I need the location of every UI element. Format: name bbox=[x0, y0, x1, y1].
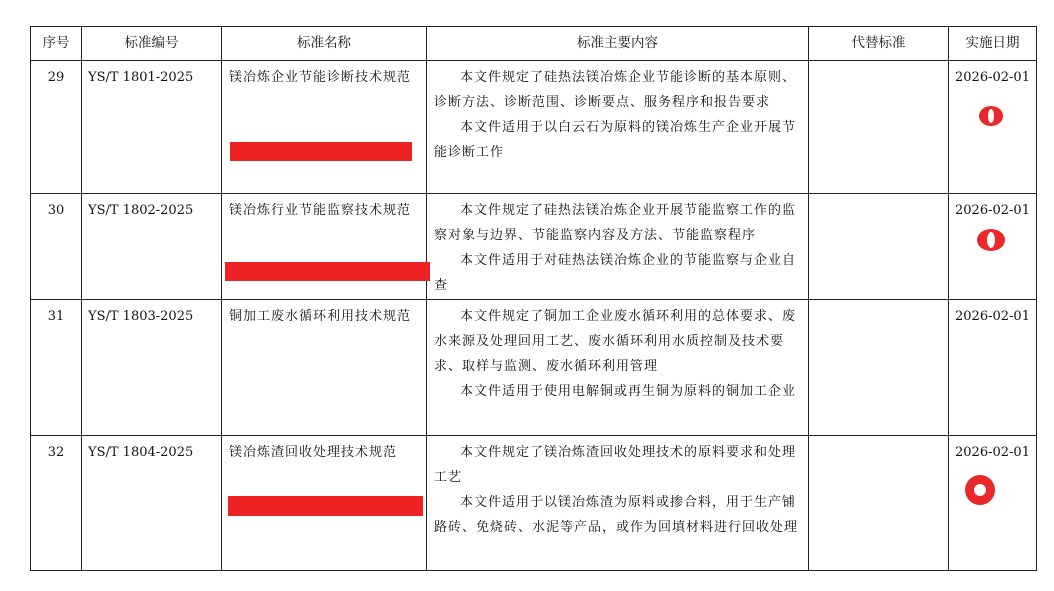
row-seq: 32 bbox=[31, 436, 82, 571]
red-ring-icon bbox=[977, 104, 1005, 128]
row-code: YS/T 1803-2025 bbox=[82, 300, 222, 436]
content-paragraph: 本文件适用于以镁冶炼渣为原料或掺合料，用于生产铺路砖、免烧砖、水泥等产品，或作为回填材料进行回收处理 bbox=[434, 495, 799, 535]
row-name: 镁冶炼渣回收处理技术规范 bbox=[222, 436, 427, 571]
content-paragraph: 本文件规定了铜加工企业废水循环利用的总体要求、废水来源及处理回用工艺、废水循环利用水质控制及技术要求、取样与监测、废水循环利用管理 bbox=[434, 309, 797, 374]
header-seq: 序号 bbox=[31, 27, 82, 61]
content-paragraph: 本文件适用于使用电解铜或再生铜为原料的铜加工企业 bbox=[460, 384, 797, 399]
table-row bbox=[31, 300, 1037, 436]
row-seq: 29 bbox=[31, 61, 82, 194]
header-code: 标准编号 bbox=[82, 27, 222, 61]
row-content bbox=[427, 436, 809, 571]
row-replace bbox=[809, 61, 949, 194]
row-replace bbox=[809, 300, 949, 436]
row-code: YS/T 1802-2025 bbox=[82, 194, 222, 300]
row-content bbox=[427, 300, 809, 436]
standards-table bbox=[30, 26, 1037, 571]
content-paragraph: 本文件适用于对硅热法镁冶炼企业的节能监察与企业自查 bbox=[434, 253, 797, 293]
row-date: 2026-02-01 bbox=[949, 194, 1037, 300]
row-name: 铜加工废水循环利用技术规范 bbox=[222, 300, 427, 436]
row-seq: 30 bbox=[31, 194, 82, 300]
header-name: 标准名称 bbox=[222, 27, 427, 61]
header-content: 标准主要内容 bbox=[427, 27, 809, 61]
red-ring-icon bbox=[964, 474, 996, 506]
row-date: 2026-02-01 bbox=[949, 436, 1037, 571]
row-name: 镁冶炼行业节能监察技术规范 bbox=[222, 194, 427, 300]
content-paragraph: 本文件规定了镁冶炼渣回收处理技术的原料要求和处理工艺 bbox=[434, 445, 797, 485]
redaction-bar bbox=[230, 142, 412, 161]
table-row bbox=[31, 61, 1037, 194]
table-header-row bbox=[31, 27, 1037, 61]
row-replace bbox=[809, 194, 949, 300]
row-replace bbox=[809, 436, 949, 571]
content-paragraph: 本文件适用于以白云石为原料的镁冶炼生产企业开展节能诊断工作 bbox=[434, 120, 797, 160]
row-name: 镁冶炼企业节能诊断技术规范 bbox=[222, 61, 427, 194]
redaction-bar bbox=[228, 496, 423, 516]
row-date: 2026-02-01 bbox=[949, 61, 1037, 194]
header-date: 实施日期 bbox=[949, 27, 1037, 61]
row-content bbox=[427, 61, 809, 194]
row-seq: 31 bbox=[31, 300, 82, 436]
header-replace: 代替标准 bbox=[809, 27, 949, 61]
redaction-bar bbox=[225, 262, 430, 281]
table-row bbox=[31, 194, 1037, 300]
row-content bbox=[427, 194, 809, 300]
table-row bbox=[31, 436, 1037, 571]
row-code: YS/T 1801-2025 bbox=[82, 61, 222, 194]
content-paragraph: 本文件规定了硅热法镁冶炼企业开展节能监察工作的监察对象与边界、节能监察内容及方法、节能监察程序 bbox=[434, 203, 797, 243]
row-code: YS/T 1804-2025 bbox=[82, 436, 222, 571]
content-paragraph: 本文件规定了硅热法镁冶炼企业节能诊断的基本原则、诊断方法、诊断范围、诊断要点、服务程序和报告要求 bbox=[434, 70, 797, 110]
row-date: 2026-02-01 bbox=[949, 300, 1037, 436]
red-ring-icon bbox=[976, 228, 1006, 252]
